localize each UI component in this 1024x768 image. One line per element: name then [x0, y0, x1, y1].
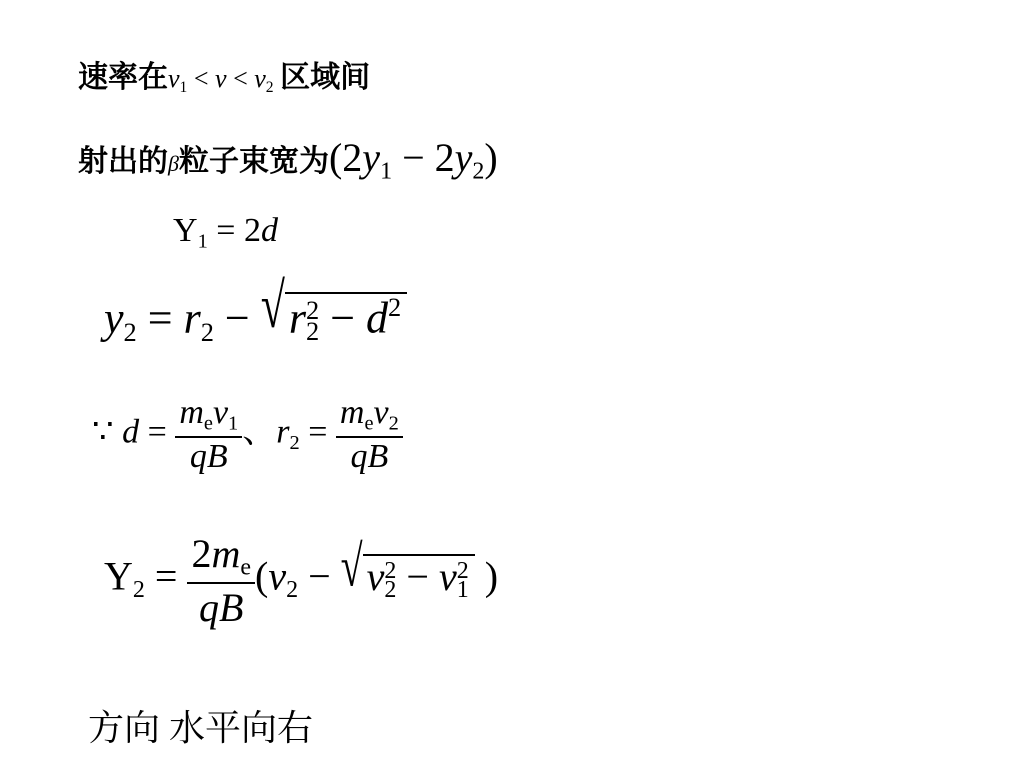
- beam-width-middle: 粒子束宽为: [178, 144, 329, 179]
- equation-because: ∵ d = $\frac{m_ev_1}{qB}$ 、$r_2$ = $\frac{m_ev_2}{qB}$: [92, 394, 403, 476]
- speed-range-prefix: 速率在: [78, 60, 168, 95]
- fraction-d: $\frac{m_ev_1}{qB}$: [175, 394, 242, 476]
- line-speed-range: [78, 52, 370, 97]
- equation-y2: $y_2 = r_2 - √r$ 2 2 − $d^2$: [104, 292, 407, 348]
- fraction-r2: $\frac{m_ev_2}{qB}$: [336, 394, 403, 476]
- fraction-2me-qb: $\frac{2m_e}{qB}$: [187, 530, 255, 631]
- direction-value: 水平向右: [169, 708, 314, 749]
- beam-width-prefix: 射出的: [78, 144, 168, 179]
- square-root: √r 2 2 − $d^2$: [261, 292, 408, 343]
- speed-range-math: $v_1 < v < v_2$: [168, 64, 274, 96]
- square-root: √ v 2 2 − v 2 1: [341, 553, 475, 600]
- equation-y2-final: $Y_2$ = $\frac{2m_e}{qB}$ ($v_2$ − √ v 2 2 − v 2 1 ): [104, 531, 499, 630]
- beta-symbol: β: [168, 151, 179, 176]
- direction-line: [88, 700, 313, 751]
- line-beam-width: [78, 134, 498, 186]
- beam-width-math: $(2y_1 - 2y_2)$: [328, 135, 498, 185]
- speed-range-suffix: 区域间: [280, 60, 371, 95]
- direction-label: 方向: [88, 708, 161, 749]
- equation-y1: $Y_1 = 2d$: [173, 212, 278, 253]
